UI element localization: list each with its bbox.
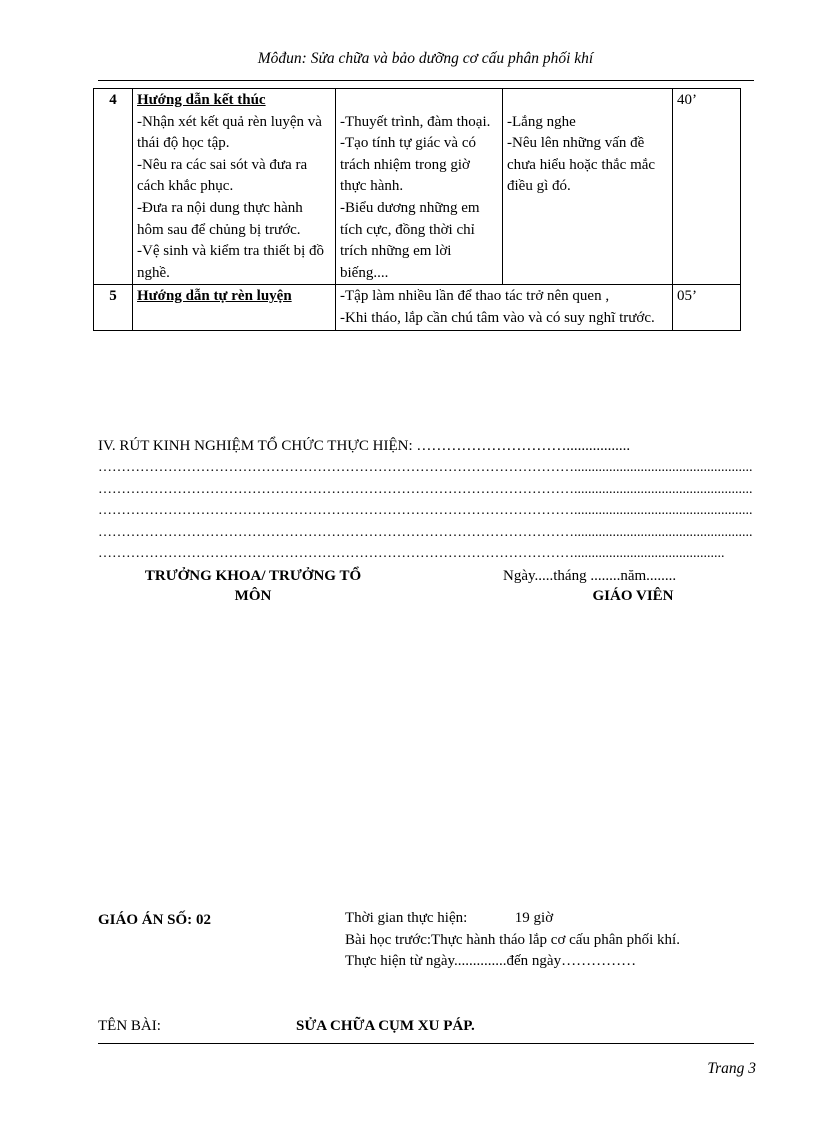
section-iv-dots: …………………………................. bbox=[416, 438, 631, 454]
teacher-signature-block bbox=[503, 566, 753, 606]
lesson-time-row bbox=[345, 908, 755, 930]
content-cell bbox=[133, 89, 336, 285]
row-title: Hướng dẫn kết thúc bbox=[137, 92, 266, 108]
dotted-line: …………………………………………………………………………………………................................................... bbox=[98, 482, 753, 497]
student-line: -Lắng nghe bbox=[507, 113, 576, 130]
time-label: Thời gian thực hiện: bbox=[345, 910, 468, 926]
merged-line: -Tập làm nhiều lần để thao tác trở nên quen , bbox=[340, 288, 610, 305]
lesson-number: 02 bbox=[195, 912, 211, 928]
row-number: 5 bbox=[94, 285, 133, 330]
teacher-line: -Tạo tính tự giác và có trách nhiệm trong giờ thực hành. bbox=[340, 135, 476, 195]
dotted-line: …………………………………………………………………………………………........................................... bbox=[98, 546, 725, 561]
teacher-line: -Thuyết trình, đàm thoại. bbox=[340, 113, 491, 130]
content-line: -Nhận xét kết quả rèn luyện và thái độ học tập. bbox=[137, 113, 322, 152]
page-header-title: Môđun: Sửa chữa và bảo dưỡng cơ cấu phân phối khí bbox=[257, 50, 594, 67]
lesson-activity-table bbox=[93, 88, 741, 331]
dean-title-cont: MÔN bbox=[234, 588, 272, 604]
section-iv-heading bbox=[98, 438, 630, 455]
lesson-label-text: GIÁO ÁN SỐ: bbox=[98, 912, 193, 928]
previous-lesson: Bài học trước:Thực hành tháo lắp cơ cấu phân phối khí. bbox=[345, 931, 680, 948]
content-line: -Vệ sinh và kiểm tra thiết bị đồ nghề. bbox=[137, 243, 325, 281]
time-cell: 40’ bbox=[673, 89, 741, 285]
dotted-line: …………………………………………………………………………………………................................................... bbox=[98, 460, 753, 475]
table-row bbox=[94, 89, 741, 285]
time-cell: 05’ bbox=[673, 285, 741, 330]
dotted-line: …………………………………………………………………………………………................................................... bbox=[98, 525, 753, 540]
row-title: Hướng dẫn tự rèn luyện bbox=[137, 288, 292, 305]
content-line: -Nêu ra các sai sót và đưa ra cách khắc phục. bbox=[137, 156, 308, 195]
lesson-title: SỬA CHỮA CỤM XU PÁP. bbox=[296, 1018, 475, 1034]
student-activity-cell bbox=[503, 89, 673, 285]
lesson-number-label bbox=[98, 912, 211, 929]
content-line: -Đưa ra nội dung thực hành hôm sau để chủng bị trước. bbox=[137, 199, 303, 238]
teacher-title: GIÁO VIÊN bbox=[592, 588, 674, 604]
lesson-info bbox=[345, 908, 755, 973]
dean-signature-block bbox=[98, 566, 408, 606]
teacher-line: -Biểu dương những em tích cực, đồng thời chỉ trích những em lời biếng.... bbox=[340, 199, 480, 281]
student-line: -Nêu lên những vấn đề chưa hiểu hoặc thắc mắc điều gì đó. bbox=[507, 135, 656, 195]
dotted-line: …………………………………………………………………………………………................................................... bbox=[98, 503, 753, 518]
table-row bbox=[94, 285, 741, 330]
dean-title: TRƯỞNG KHOA/ TRƯỞNG TỔ bbox=[144, 568, 362, 584]
footer-divider bbox=[98, 1043, 754, 1044]
time-value: 19 giờ bbox=[514, 910, 554, 926]
merged-activity-cell bbox=[336, 285, 673, 330]
lesson-title-label: TÊN BÀI: bbox=[98, 1018, 161, 1034]
lesson-period: Thực hiện từ ngày..............đến ngày…………… bbox=[345, 953, 637, 969]
section-iv-title: IV. RÚT KINH NGHIỆM TỔ CHỨC THỰC HIỆN: bbox=[98, 438, 413, 454]
content-cell bbox=[133, 285, 336, 330]
signature-date: Ngày.....tháng ........năm........ bbox=[503, 568, 677, 584]
merged-line: -Khi tháo, lắp cần chú tâm vào và có suy nghĩ trước. bbox=[340, 309, 655, 326]
page-number: Trang 3 bbox=[707, 1060, 756, 1077]
teacher-activity-cell bbox=[336, 89, 503, 285]
row-number: 4 bbox=[94, 89, 133, 285]
header-divider bbox=[98, 80, 754, 81]
